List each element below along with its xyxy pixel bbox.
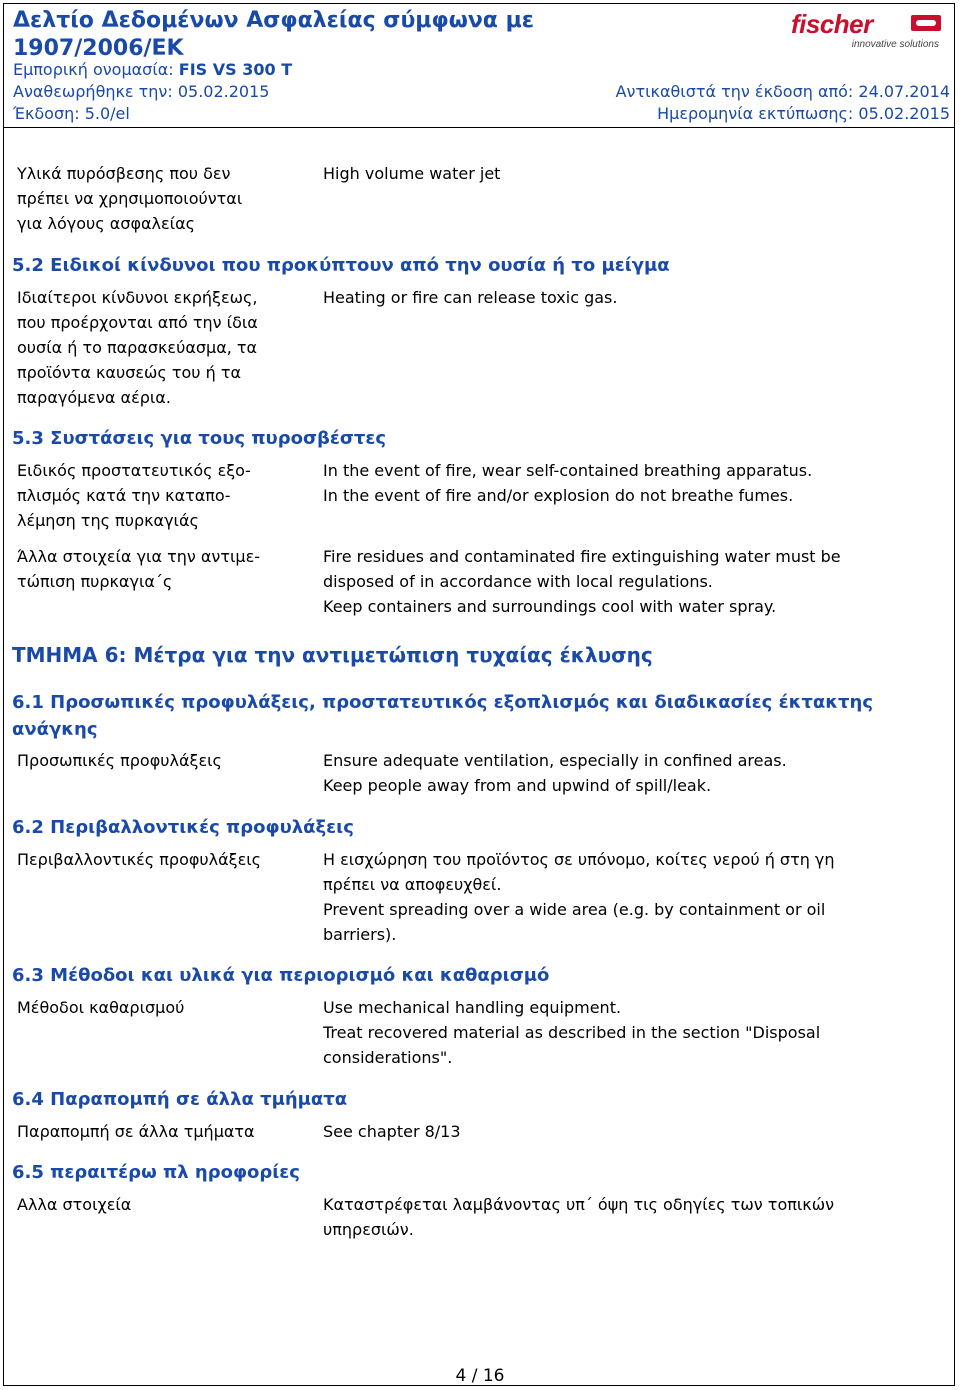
revised-date: Αναθεωρήθηκε την: 05.02.2015 — [13, 82, 270, 101]
other-firefighting-label: Άλλα στοιχεία για την αντιμε- τώπιση πυρκαγια΄ς — [17, 547, 261, 591]
section-6-4-heading: 6.4 Παραπομπή σε άλλα τμήματα — [12, 1089, 348, 1110]
logo-tagline: innovative solutions — [851, 39, 939, 50]
section-6-heading: ΤΜΗΜΑ 6: Μέτρα για την αντιμετώπιση τυχαίας έκλυσης — [12, 643, 653, 667]
section-6-5-heading: 6.5 περαιτέρω πλ ηροφορίες — [12, 1162, 300, 1183]
trade-name-label: Εμπορική ονομασία: — [13, 60, 174, 79]
special-hazards-value: Heating or fire can release toxic gas. — [323, 288, 618, 307]
reference-sections-value: See chapter 8/13 — [323, 1122, 461, 1141]
section-6-1-heading: 6.1 Προσωπικές προφυλάξεις, προστατευτικός εξοπλισμός και διαδικασίες έκτακτης ανάγκης — [12, 692, 874, 740]
environmental-precautions-value: Η εισχώρηση του προϊόντος σε υπόνομο, κοίτες νερού ή στη γη πρέπει να αποφευχθεί. Prevent spreading over a wide area (e.g. by containment or oil barriers). — [323, 850, 835, 944]
print-date: Ημερομηνία εκτύπωσης: 05.02.2015 — [657, 104, 950, 123]
additional-info-value: Καταστρέφεται λαμβάνοντας υπ΄ όψη τις οδηγίες των τοπικών υπηρεσιών. — [323, 1195, 835, 1239]
replaces-version: Αντικαθιστά την έκδοση από: 24.07.2014 — [615, 82, 950, 101]
cleanup-methods-value: Use mechanical handling equipment. Treat recovered material as described in the section "Disposal considerations". — [323, 998, 821, 1067]
additional-info-label: Αλλα στοιχεία — [17, 1195, 132, 1214]
personal-precautions-label: Προσωπικές προφυλάξεις — [17, 751, 222, 770]
section-6-3-heading: 6.3 Μέθοδοι και υλικά για περιορισμό και καθαρισμό — [12, 965, 550, 986]
title-line-1: Δελτίο Δεδομένων Ασφαλείας σύμφωνα με — [13, 8, 535, 33]
cleanup-methods-label: Μέθοδοι καθαρισμού — [17, 998, 185, 1017]
unsuitable-media-label: Υλικά πυρόσβεσης που δεν πρέπει να χρησιμοποιούνται για λόγους ασφαλείας — [17, 164, 243, 233]
title-line-2: 1907/2006/ΕΚ — [13, 36, 184, 61]
fischer-logo — [791, 9, 941, 49]
section-5-2-heading: 5.2 Ειδικοί κίνδυνοι που προκύπτουν από την ουσία ή το μείγμα — [12, 255, 670, 276]
document-title — [13, 7, 653, 63]
personal-precautions-value: Ensure adequate ventilation, especially in confined areas. Keep people away from and upwind of spill/leak. — [323, 751, 787, 795]
page-number: 4 / 16 — [455, 1366, 505, 1386]
protective-equipment-label: Ειδικός προστατευτικός εξο- πλισμός κατά την καταπο- λέμηση της πυρκαγιάς — [17, 461, 251, 530]
unsuitable-media-value: High volume water jet — [323, 164, 501, 183]
section-6-2-heading: 6.2 Περιβαλλοντικές προφυλάξεις — [12, 817, 354, 838]
logo-fish-icon — [911, 15, 941, 31]
trade-name-value: FIS VS 300 T — [178, 60, 293, 79]
reference-sections-label: Παραπομπή σε άλλα τμήματα — [17, 1122, 255, 1141]
document-header — [3, 3, 955, 128]
section-5-3-heading: 5.3 Συστάσεις για τους πυροσβέστες — [12, 428, 387, 449]
version: Έκδοση: 5.0/el — [13, 104, 130, 123]
protective-equipment-value: In the event of fire, wear self-contained breathing apparatus. In the event of fire and/or explosion do not breathe fumes. — [323, 461, 813, 505]
special-hazards-label: Ιδιαίτεροι κίνδυνοι εκρήξεως, που προέρχονται από την ίδια ουσία ή το παρασκεύασμα, τα προϊόντα καυσεώς του ή τα παραγόμενα αέρια. — [17, 288, 258, 407]
environmental-precautions-label: Περιβαλλοντικές προφυλάξεις — [17, 850, 262, 869]
logo-wordmark: fischer — [791, 9, 873, 39]
other-firefighting-value: Fire residues and contaminated fire extinguishing water must be disposed of in accordance with local regulations. Keep containers and surroundings cool with water spray. — [323, 547, 841, 616]
trade-name-line — [13, 60, 292, 80]
